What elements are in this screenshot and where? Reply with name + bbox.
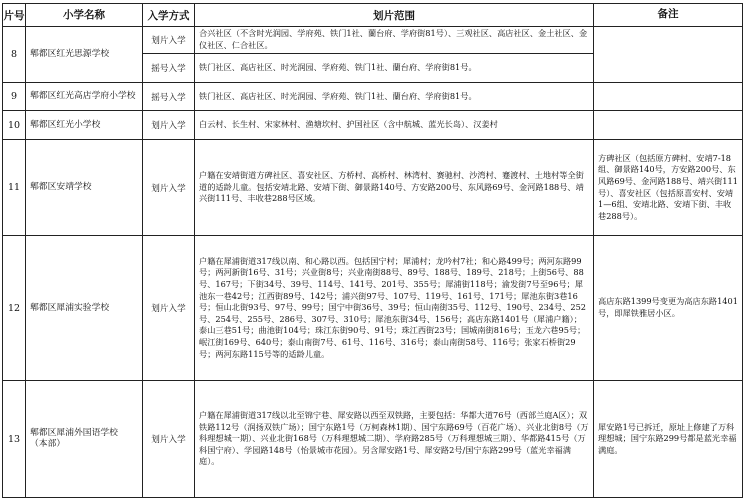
header-school-name: 小学名称	[26, 4, 143, 27]
remarks	[594, 111, 743, 140]
admission-method: 划片入学	[143, 236, 195, 381]
zone-range: 户籍在安靖街道方碑社区、喜安社区、方桥村、高桥村、林湾村、赛驰村、沙湾村、蹇渡村、土地村等全街道的适龄儿童。包括安靖北路、安靖下街、御景路140号、方安路200号、东风路69号、金河路188号、靖兴街111号、丰收巷288号区域。	[195, 140, 594, 236]
zone-range: 户籍在犀浦街道317线以北至锦宁巷、犀安路以西至双铁路，主要包括：华都大道76号（西部兰庭A区）；双铁路112号（润扬双铁广场）；国宁东路1号（万柯森林1期）、国宁东路69号（百花广场）、兴业北街8号（万科理想城一期）、兴业北街168号（万科理想城二期）、学府路285号（万科理想城三期）、华都路415号（万科国宁府）、学园路148号（怡景城市花园）。另含犀安路1号、犀安路2号/国宁东路299号（蓝光幸福满庭）。	[195, 381, 594, 498]
zone-number: 12	[3, 236, 26, 381]
zone-number: 10	[3, 111, 26, 140]
remarks	[594, 83, 743, 111]
remarks	[594, 27, 743, 83]
school-name: 郫都区红光小学校	[26, 111, 143, 140]
table-row	[3, 236, 743, 381]
remarks: 方碑社区（包括原方碑村、安靖7-18组、御景路140号，方安路200号、东风路69号、金河路188号、靖兴街111号）、喜安社区（包括原喜安村、安靖1—6组、安靖北路、安靖下街、丰收巷288号）。	[594, 140, 743, 236]
zone-number: 8	[3, 27, 26, 83]
remarks: 高店东路1399号变更为高店东路1401号，即犀铁雅居小区。	[594, 236, 743, 381]
school-name-suffix: （本部）	[30, 439, 66, 449]
zone-number: 9	[3, 83, 26, 111]
school-zoning-table	[2, 3, 743, 498]
header-remarks: 备注	[594, 4, 743, 27]
zone-number: 13	[3, 381, 26, 498]
zone-range: 铁门社区、高店社区、时光润园、学府苑、铁门1社、蘭台府、学府街81号。	[195, 83, 594, 111]
header-zone-range: 划片范围	[195, 4, 594, 27]
header-admission-method: 入学方式	[143, 4, 195, 27]
remarks: 犀安路1号已拆迁，原址上修建了万科理想城；国宁东路299号都是蓝光幸福满庭。	[594, 381, 743, 498]
school-name: 郫都区红光高店学府小学校	[26, 83, 143, 111]
table-row	[3, 83, 743, 111]
zone-range: 户籍在犀浦街道317线以南、和心路以西。包括国宁村；犀浦村；龙吟村7社；和心路499号；两河东路99号；两河新街16号、31号；兴业街8号；兴业南街88号、89号、188号、189号、218号；上街56号、88号、167号；下街34号、39号、114号、141号、201号、355号；犀浦街118号；渝发街7号至96号；犀池东一巷42号；江西街89号、142号；浦兴街97号、107号、119号、161号、171号；犀池东街3巷16号；恒山北街93号、97号、99号；国宁中街36号、39号；恒山南街35号、112号、190号、234号、252号、254号、255号、286号、307号、310号；犀池东街34号、156号；高店东路1401号（犀浦户籍）；泰山三巷51号；曲池街104号；珠江东街90号、91号；珠江西街23号；国城南街816号；玉龙六巷95号；岷江街169号、640号；泰山南街7号、61号、116号、316号；泰山南街58号、116号；张家石桥街29号；两河东路115号等的适龄儿童。	[195, 236, 594, 381]
zone-range: 铁门社区、高店社区、时光润园、学府苑、铁门1社、蘭台府、学府街81号。	[195, 54, 594, 83]
zone-range: 合兴社区（不含时光润园、学府苑、铁门1社、蘭台府、学府街81号）、三观社区、高店社区、金土社区、金仪社区、仁合社区。	[195, 27, 594, 54]
table-row	[3, 27, 743, 54]
zone-number: 11	[3, 140, 26, 236]
admission-method: 摇号入学	[143, 54, 195, 83]
admission-method: 划片入学	[143, 111, 195, 140]
school-name: 郫都区红光思源学校	[26, 27, 143, 83]
school-name-cell	[26, 381, 143, 498]
school-name: 郫都区犀浦实验学校	[26, 236, 143, 381]
admission-method: 划片入学	[143, 27, 195, 54]
table-row	[3, 140, 743, 236]
zone-range: 白云村、长生村、宋家林村、渔塘坎村、护国社区（含中航城、蓝光长岛）、汉姜村	[195, 111, 594, 140]
admission-method: 摇号入学	[143, 83, 195, 111]
header-zone-number: 片号	[3, 4, 26, 27]
admission-method: 划片入学	[143, 381, 195, 498]
school-name: 郫都区犀浦外国语学校	[30, 428, 118, 438]
table-row	[3, 381, 743, 498]
table-header-row	[3, 4, 743, 27]
admission-method: 划片入学	[143, 140, 195, 236]
table-row	[3, 111, 743, 140]
school-name: 郫都区安靖学校	[26, 140, 143, 236]
